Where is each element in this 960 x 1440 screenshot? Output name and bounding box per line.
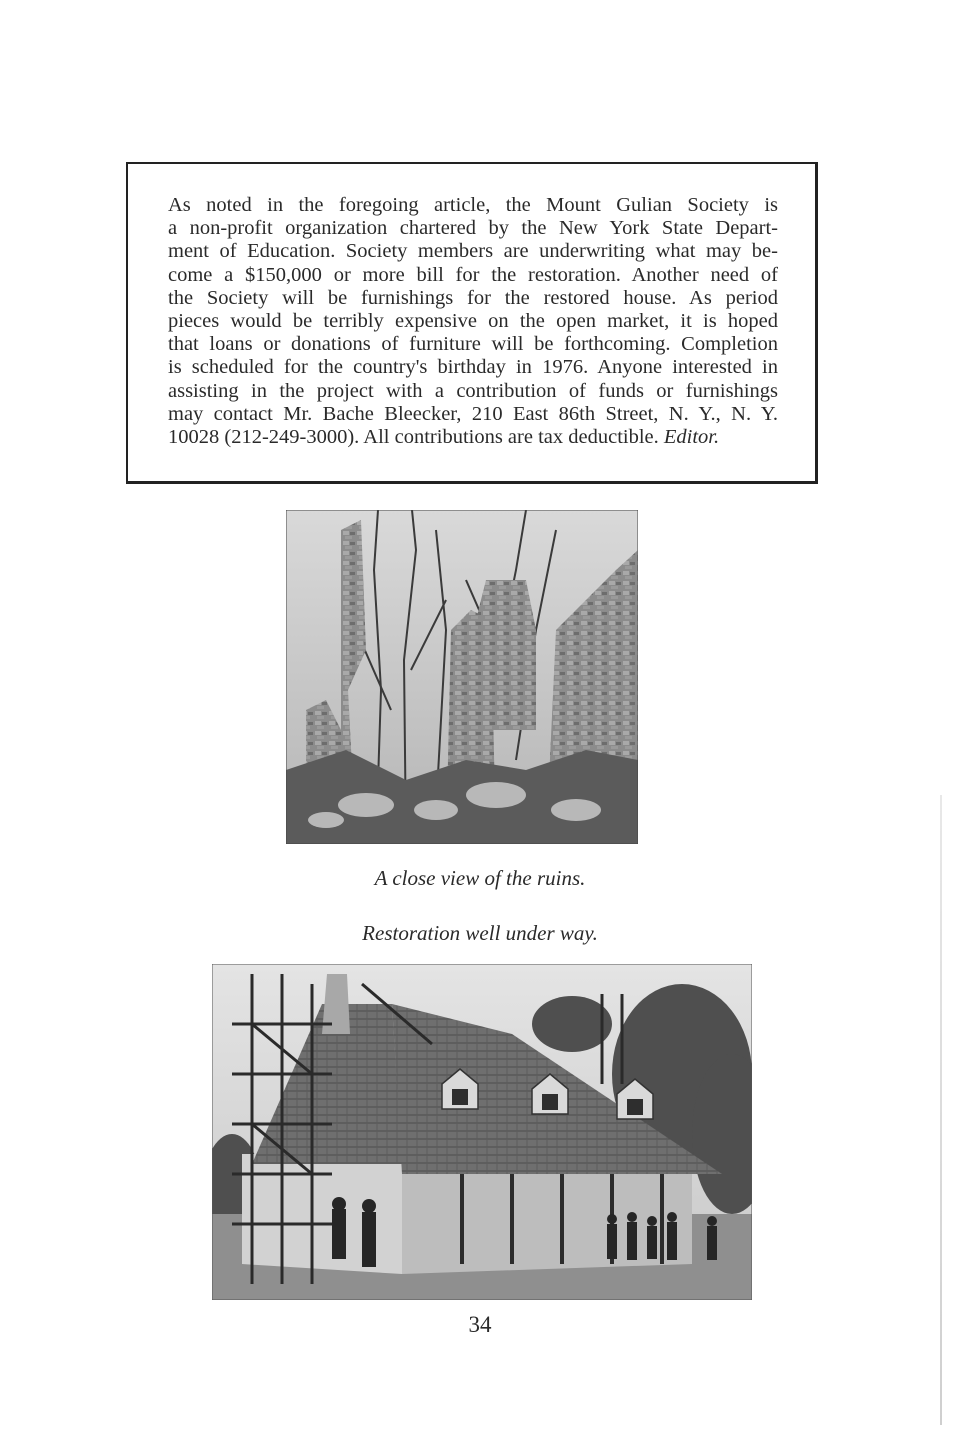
notice-line: a non-profit organization chartered by the New York State Depart- <box>168 217 778 240</box>
ruins-photo <box>286 510 638 844</box>
notice-line: the Society will be furnishings for the restored house. As period <box>168 286 778 309</box>
restoration-photo <box>212 964 752 1300</box>
ruins-caption: A close view of the ruins. <box>374 866 586 890</box>
notice-line: is scheduled for the country's birthday in 1976. Anyone interested in <box>168 356 778 379</box>
editor-signature: Editor. <box>663 426 720 449</box>
notice-line: As noted in the foregoing article, the Mount Gulian Society is <box>168 194 778 216</box>
notice-line: pieces would be terribly expensive on the open market, it is hoped <box>168 310 778 333</box>
notice-line: assisting in the project with a contribution of funds or furnishings <box>168 379 778 402</box>
notice-line-last <box>168 426 778 449</box>
notice-line: 10028 (212-249-3000). All contributions are tax deductible. <box>168 426 659 449</box>
restoration-caption: Restoration well under way. <box>362 921 598 945</box>
notice-line: come a $150,000 or more bill for the restoration. Another need of <box>168 263 778 286</box>
notice-line: ment of Education. Society members are underwriting what may be- <box>168 240 778 263</box>
editor-notice-text <box>168 194 778 449</box>
scan-edge-shadow <box>940 795 942 1425</box>
notice-line: that loans or donations of furniture will be forthcoming. Completion <box>168 333 778 356</box>
page-number: 34 <box>468 1312 492 1337</box>
notice-line: may contact Mr. Bache Bleecker, 210 East 86th Street, N. Y., N. Y. <box>168 402 778 425</box>
editor-notice-box <box>126 162 818 484</box>
